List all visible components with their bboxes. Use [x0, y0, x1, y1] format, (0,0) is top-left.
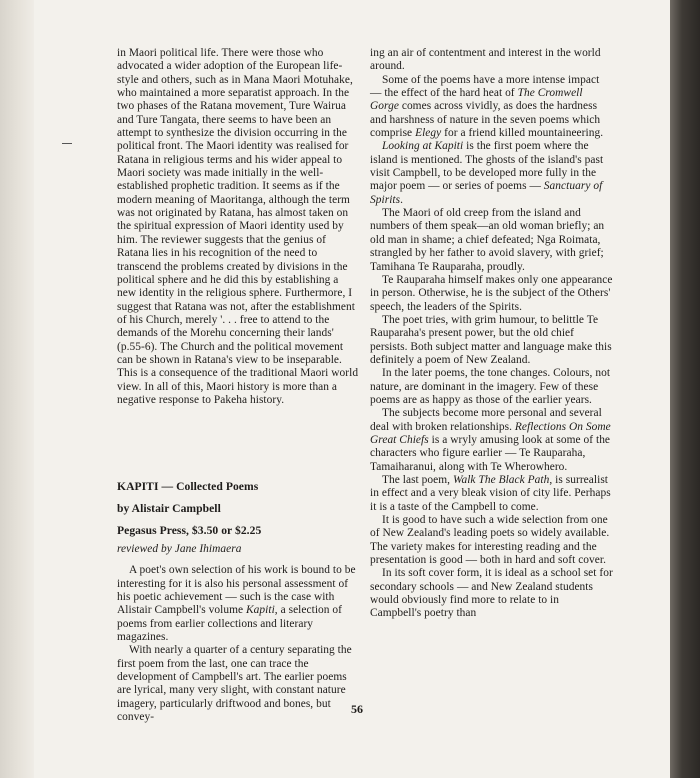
review-title: KAPITI — Collected Poems	[117, 480, 259, 493]
paragraph: The last poem, Walk The Black Path, is surrealist in effect and a very bleak vision of city life. Perhaps it is a taste of the Campbell to come.	[370, 474, 611, 513]
paragraph: The Maori of old creep from the island and numbers of them speak—an old woman briefly; an old man in shame; a chief defeated; Nga Roimata, strangled by her father to avoid slavery, with grief; Tamihana Te Rauparaha, proudly.	[370, 207, 605, 273]
paragraph: Te Rauparaha himself makes only one appearance in person. Otherwise, he is the subject of the Others' speech, the leaders of the Spirits.	[370, 273, 613, 313]
paragraph: The poet tries, with grim humour, to belittle Te Rauparaha's present power, but the old chief persists. Both subject matter and language make this definitely a poem of New Zealand.	[370, 313, 612, 366]
review-author: by Alistair Campbell	[117, 502, 221, 516]
right-column	[370, 47, 613, 621]
left-column	[117, 47, 360, 725]
paragraph: With nearly a quarter of a century separating the first poem from the last, one can trace the development of Campbell's art. The earlier poems are lyrical, many very slight, with constant nature imagery, particularly driftwood and bones, but convey-	[117, 644, 352, 724]
margin-mark	[62, 143, 72, 144]
paragraph: Some of the poems have a more intense impact — the effect of the hard heat of The Cromwell Gorge comes across vividly, as does the hardness and harshness of nature in the seven poems which comprise Elegy for a friend killed mountaineering.	[370, 73, 604, 140]
paragraph: It is good to have such a wide selection from one of New Zealand's leading poets so widely available. The variety makes for interesting reading and the presentation is good — both in hard and soft cover.	[370, 514, 610, 567]
page-number: 56	[351, 702, 363, 716]
paragraph: ing an air of contentment and interest in the world around.	[370, 47, 601, 73]
review-continuation-paragraph: in Maori political life. There were those who advocated a wider adoption of the European life-style and others, such as in Mana Maori Motuhake, who maintained a more separatist approach. In the two phases of the Ratana movement, Ture Wairua and Ture Tangata, there seems to have been an attempt to synthesize the division occurring in the political front. The Maori identity was realised for Ratana in religious terms and his wider appeal to Maori society was made initially in the well-established prophetic tradition. It seems as if the modern meaning of Maoritanga, although the term was not originated by Ratana, has almost taken on the spiritual expression of Maori identity used by him. The reviewer suggests that the genius of Ratana lies in his recognition of the need to transcend the problems created by divisions in the political sphere and he did this by establishing a new identity in the religious sphere. Furthermore, I suggest that Ratana was not, after the establishment of his Church, merely '. . . free to attend to the demands of the Morehu concerning their lands' (p.55-6). The Church and the political movement can be shown in Ratana's view to be inseparable. This is a consequence of the traditional Maori world view. In all of this, Maori history is more than a negative response to Pakeha history.	[117, 47, 359, 406]
paragraph: The subjects become more personal and several deal with broken relationships. Reflections On Some Great Chiefs is a wryly amusing look at some of the characters who figure earlier — Te Rauparaha, Tamaiharanui, along with Te Wherowhero.	[370, 407, 611, 473]
book-binding-edge	[670, 0, 700, 778]
paragraph: Looking at Kapiti is the first poem where the island is mentioned. The ghosts of the island's past visit Campbell, to be developed more fully in the major poem — or series of poems — Sanctuary of Spirits.	[370, 140, 604, 206]
reviewer-credit: reviewed by Jane Ihimaera	[117, 543, 242, 556]
paragraph: In the later poems, the tone changes. Colours, not nature, are dominant in the imagery. Few of these poems are as happy as those of the earlier years.	[370, 367, 611, 406]
paragraph: A poet's own selection of his work is bound to be interesting for it is also his personal assessment of his poetic achievement — such is the case with Alistair Campbell's volume Kapiti, a selection of poems from earlier collections and literary magazines.	[117, 564, 356, 644]
scan-left-margin	[0, 0, 34, 778]
paragraph: In its soft cover form, it is ideal as a school set for secondary schools — and New Zealand students would obviously find more to relate to in Campbell's poetry than	[370, 567, 613, 620]
review-publisher: Pegasus Press, $3.50 or $2.25	[117, 523, 262, 537]
